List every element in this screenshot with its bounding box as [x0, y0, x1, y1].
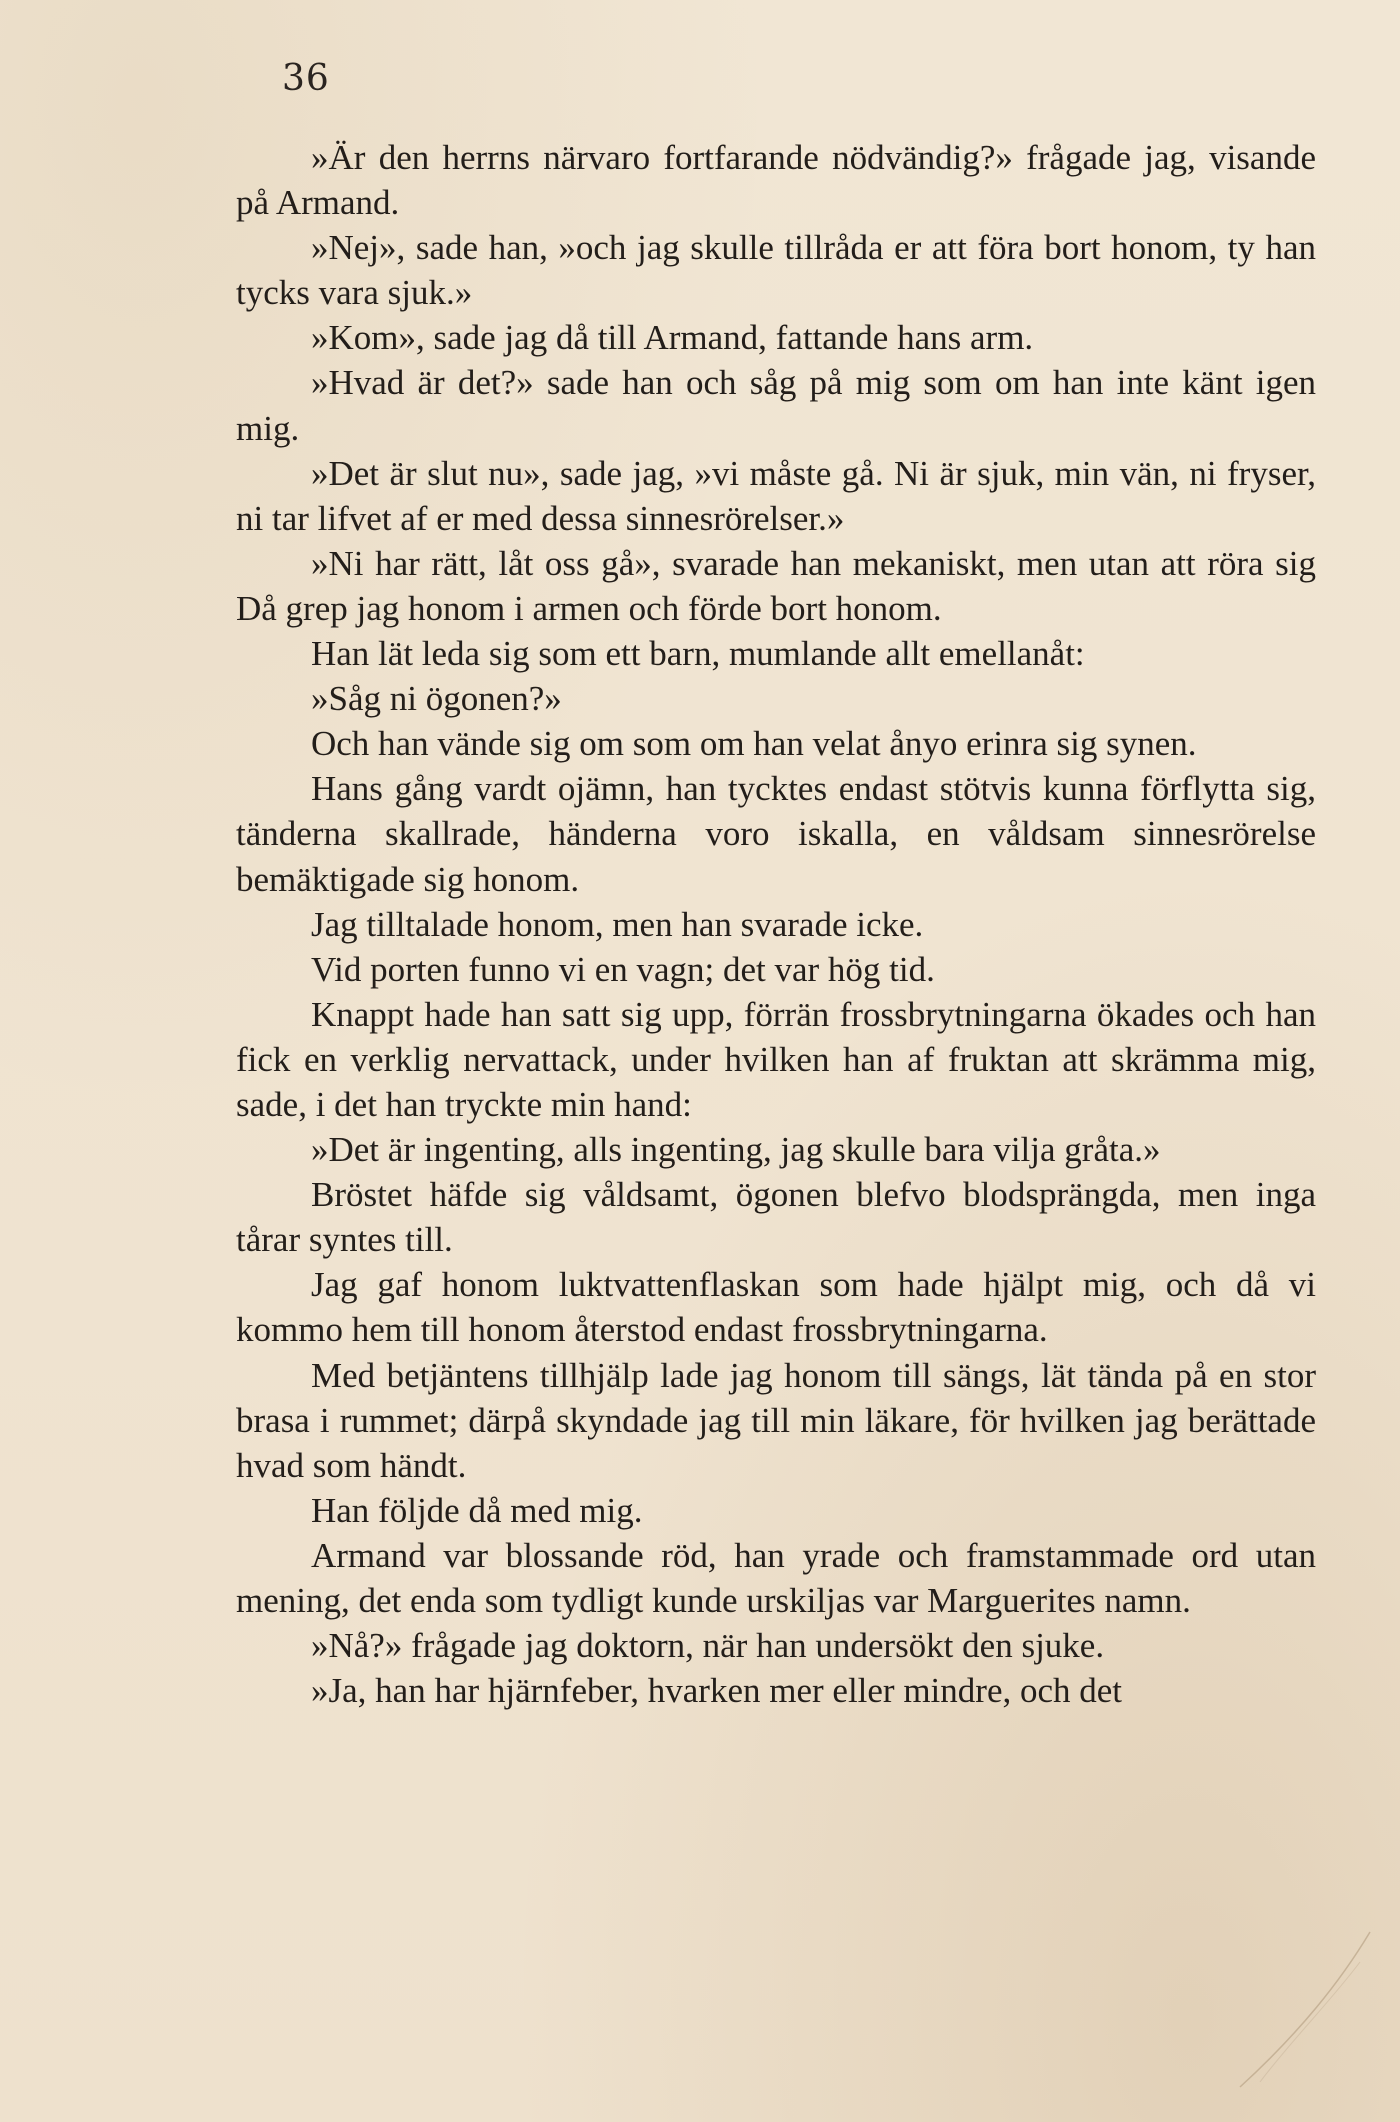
paragraph: Bröstet häfde sig våldsamt, ögonen blefvo blodsprängda, men inga tårar syntes till.: [236, 1175, 1316, 1260]
paragraph: »Nej», sade han, »och jag skulle tillråda er att föra bort honom, ty han tycks vara sjuk.»: [236, 228, 1316, 313]
paragraph: »Kom», sade jag då till Armand, fattande hans arm.: [311, 318, 1034, 358]
paragraph: »Det är ingenting, alls ingenting, jag skulle bara vilja gråta.»: [311, 1130, 1161, 1170]
paragraph: Med betjäntens tillhjälp lade jag honom till sängs, lät tända på en stor brasa i rummet; därpå skyndade jag till min läkare, för hvilken jag berättade hvad som händt.: [236, 1355, 1316, 1485]
paragraph: »Hvad är det?» sade han och såg på mig som om han inte känt igen mig.: [236, 363, 1316, 448]
paragraph: Jag tilltalade honom, men han svarade icke.: [311, 904, 924, 944]
page-number: 36: [282, 58, 330, 99]
body-text: [236, 135, 1316, 1713]
paragraph: »Såg ni ögonen?»: [311, 679, 562, 719]
paragraph: Han följde då med mig.: [311, 1490, 643, 1530]
paragraph: »Ja, han har hjärnfeber, hvarken mer eller mindre, och det: [311, 1671, 1123, 1711]
paragraph: Och han vände sig om som om han velat ånyo erinra sig synen.: [311, 724, 1197, 764]
paragraph: Hans gång vardt ojämn, han tycktes endast stötvis kunna förflytta sig, tänderna skallrade, händerna voro iskalla, en våldsam sinnesrörelse bemäktigade sig honom.: [236, 769, 1316, 899]
paragraph: »Nå?» frågade jag doktorn, när han undersökt den sjuke.: [311, 1626, 1105, 1666]
paragraph: Armand var blossande röd, han yrade och framstammade ord utan mening, det enda som tydligt kunde urskiljas var Marguerites namn.: [236, 1535, 1316, 1620]
paragraph: Han lät leda sig som ett barn, mumlande allt emellanåt:: [311, 634, 1085, 674]
paragraph: Jag gaf honom luktvattenflaskan som hade hjälpt mig, och då vi kommo hem till honom återstod endast frossbrytningarna.: [236, 1265, 1316, 1350]
paragraph: »Är den herrns närvaro fortfarande nödvändig?» frågade jag, visande på Armand.: [236, 138, 1316, 223]
paragraph: Knappt hade han satt sig upp, förrän frossbrytningarna ökades och han fick en verklig nervattack, under hvilken han af fruktan att skrämma mig, sade, i det han tryckte min hand:: [236, 994, 1316, 1124]
paragraph: »Ni har rätt, låt oss gå», svarade han mekaniskt, men utan att röra sig Då grep jag honom i armen och förde bort honom.: [236, 543, 1316, 628]
paragraph: Vid porten funno vi en vagn; det var hög tid.: [311, 949, 935, 989]
paper-crease-mark: [1200, 1922, 1380, 2092]
paragraph: »Det är slut nu», sade jag, »vi måste gå. Ni är sjuk, min vän, ni fryser, ni tar lifvet af er med dessa sinnesrörelser.»: [236, 453, 1316, 538]
